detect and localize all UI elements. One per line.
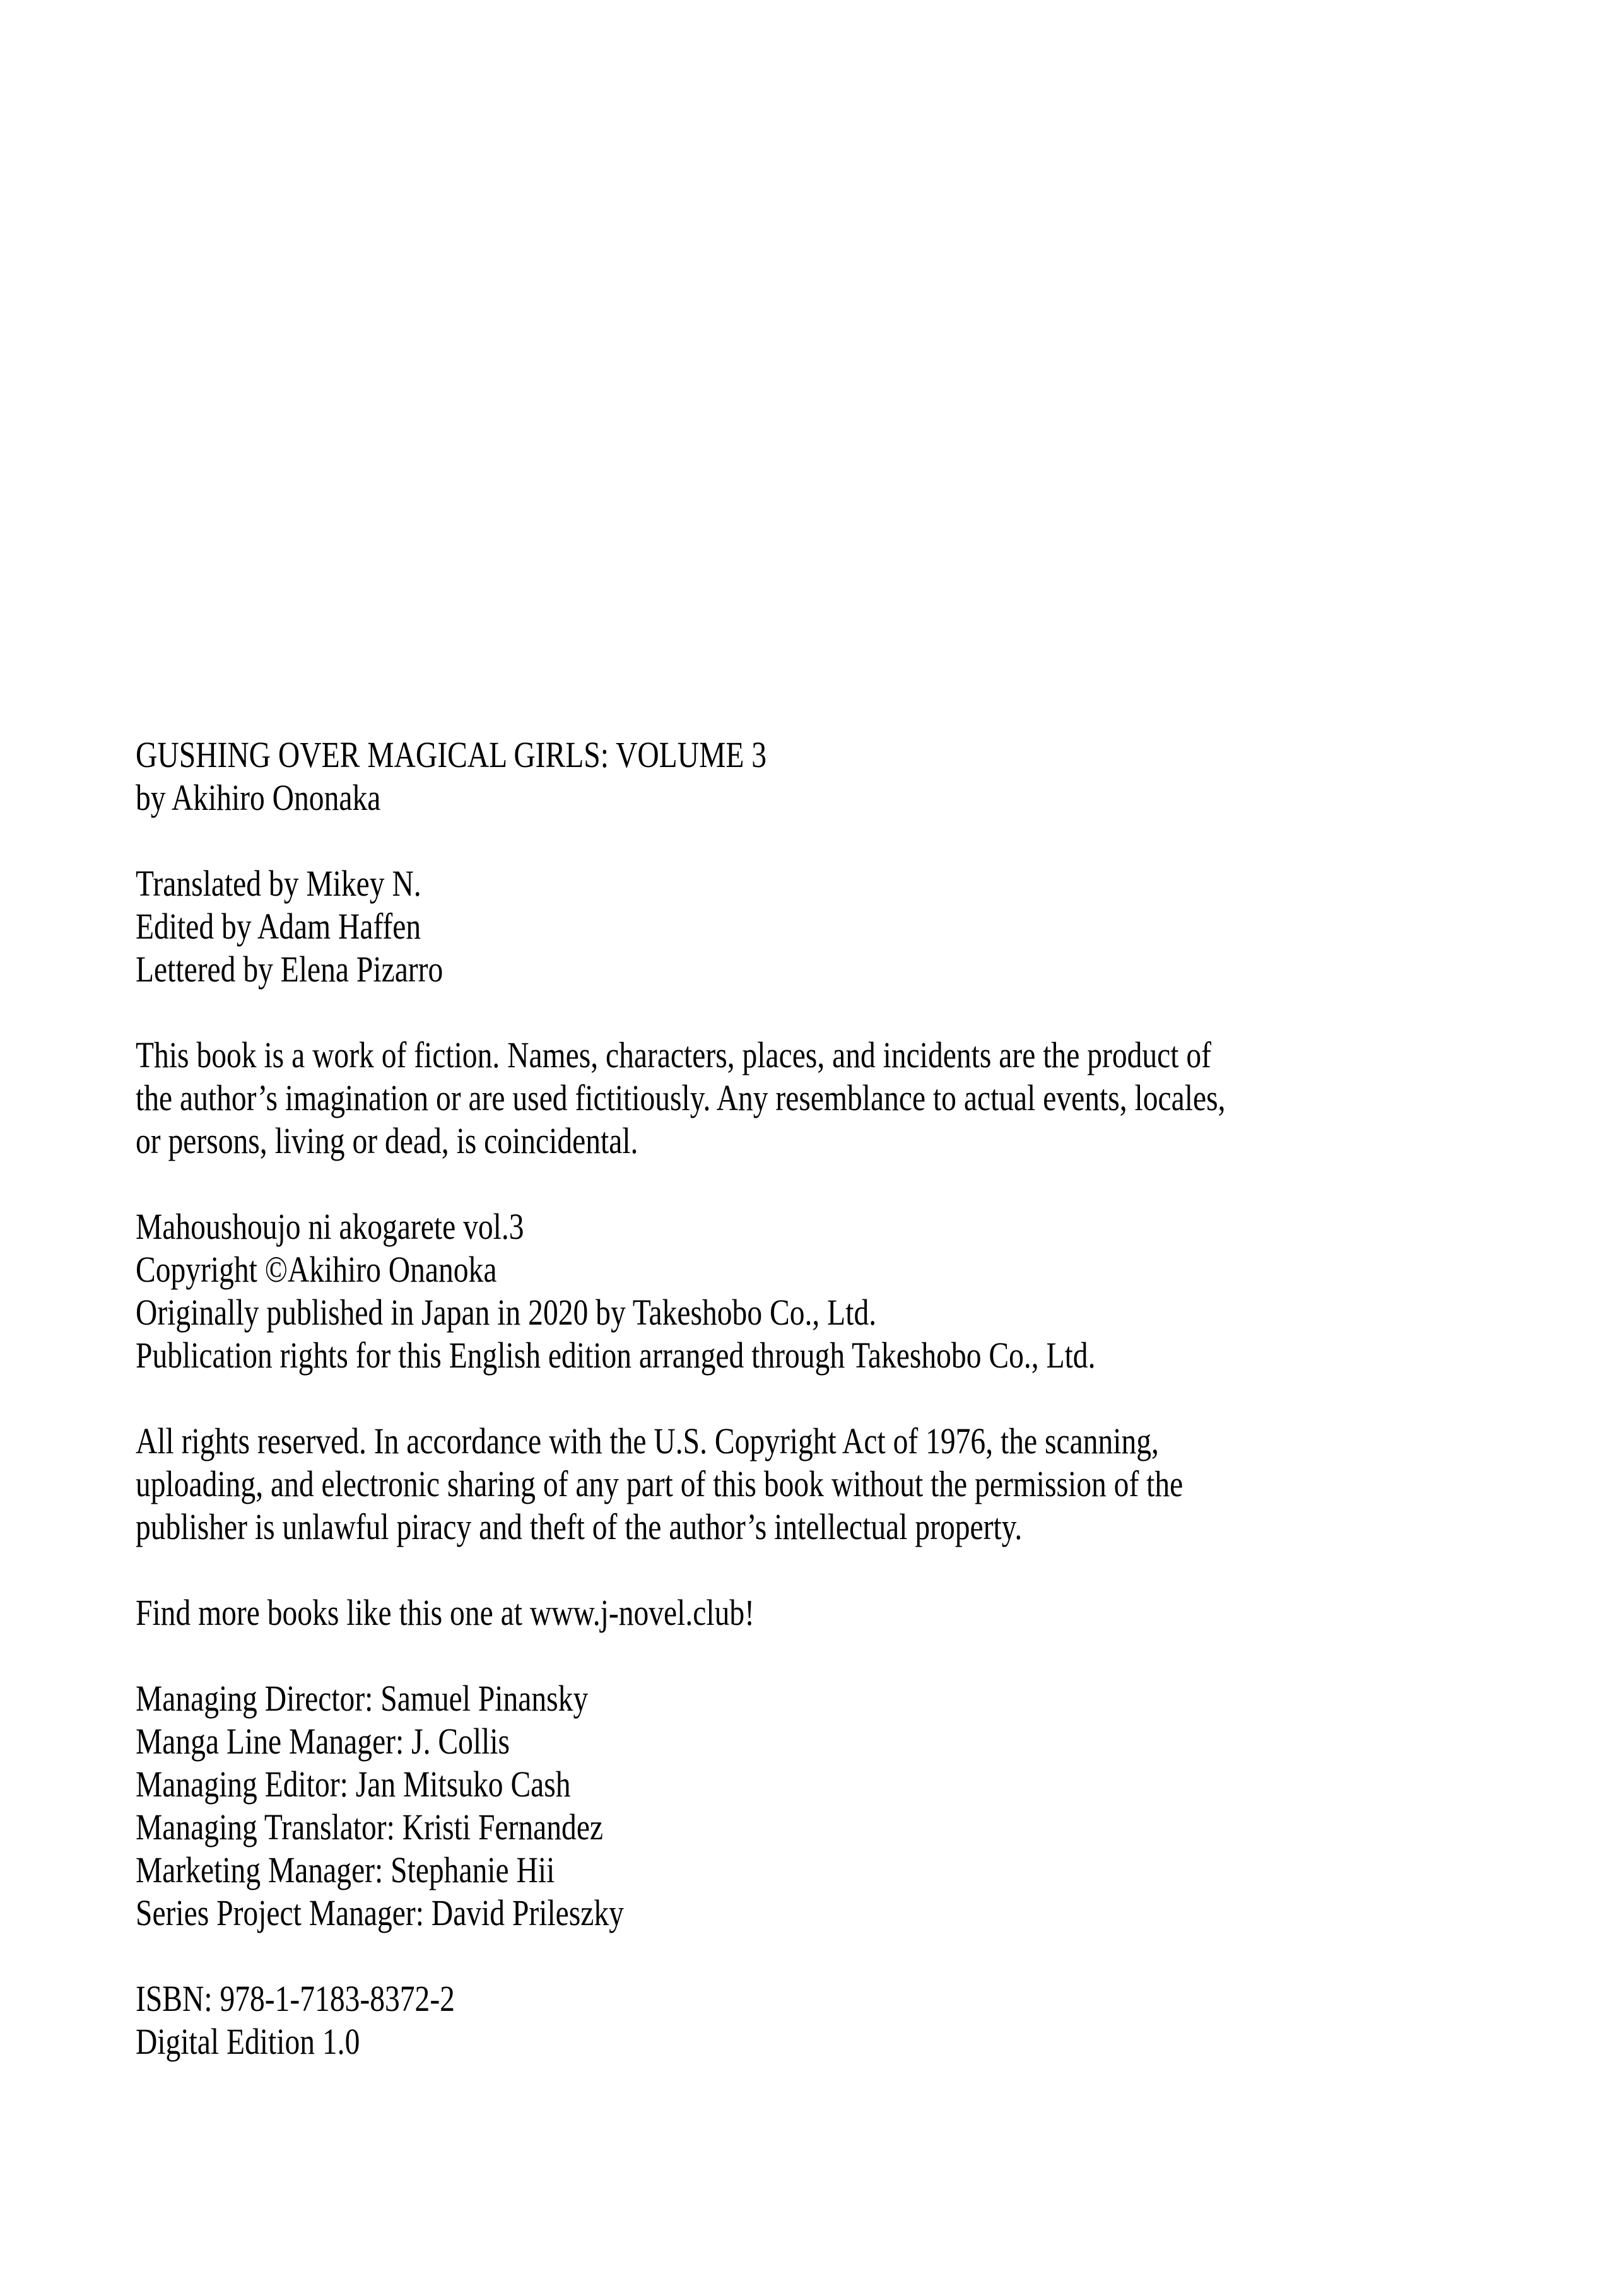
book-author: by Akihiro Ononaka — [136, 777, 381, 818]
edition-info — [136, 1977, 1434, 2063]
rights-notice-line: publisher is unlawful piracy and theft of the author’s intellectual property. — [136, 1506, 1023, 1547]
promo-line: Find more books like this one at www.j-novel.club! — [136, 1592, 755, 1633]
book-title: GUSHING OVER MAGICAL GIRLS: VOLUME 3 — [136, 734, 767, 775]
staff-credit-manga-line-manager: Manga Line Manager: J. Collis — [136, 1721, 510, 1762]
disclaimer-line: This book is a work of fiction. Names, characters, places, and incidents are the product of — [136, 1034, 1211, 1075]
rights-notice — [136, 1420, 1434, 1549]
original-publication-line: Originally published in Japan in 2020 by Takeshobo Co., Ltd. — [136, 1292, 877, 1333]
promo-block — [136, 1591, 1434, 1634]
production-credits — [136, 862, 1434, 991]
disclaimer-line: the author’s imagination or are used fictitiously. Any resemblance to actual events, locales, — [136, 1077, 1226, 1118]
staff-credit-marketing-manager: Marketing Manager: Stephanie Hii — [136, 1849, 555, 1890]
fiction-disclaimer — [136, 1034, 1434, 1163]
staff-credits — [136, 1677, 1434, 1935]
staff-credit-managing-translator: Managing Translator: Kristi Fernandez — [136, 1807, 604, 1848]
staff-credit-managing-editor: Managing Editor: Jan Mitsuko Cash — [136, 1764, 571, 1805]
title-block — [136, 734, 1434, 819]
editor-credit: Edited by Adam Haffen — [136, 906, 421, 947]
disclaimer-line: or persons, living or dead, is coincidental. — [136, 1120, 638, 1161]
colophon-page — [136, 734, 1434, 2063]
staff-credit-series-project-manager: Series Project Manager: David Prileszky — [136, 1892, 624, 1933]
isbn-line: ISBN: 978-1-7183-8372-2 — [136, 1978, 455, 2019]
copyright-line: Copyright ©Akihiro Onanoka — [136, 1249, 497, 1290]
digital-edition-line: Digital Edition 1.0 — [136, 2021, 360, 2062]
publication-rights-line: Publication rights for this English edition arranged through Takeshobo Co., Ltd. — [136, 1335, 1096, 1376]
copyright-block — [136, 1205, 1434, 1377]
rights-notice-line: All rights reserved. In accordance with the U.S. Copyright Act of 1976, the scanning, — [136, 1420, 1159, 1461]
staff-credit-managing-director: Managing Director: Samuel Pinansky — [136, 1678, 589, 1719]
letterer-credit: Lettered by Elena Pizarro — [136, 949, 443, 990]
rights-notice-line: uploading, and electronic sharing of any part of this book without the permission of the — [136, 1463, 1183, 1504]
original-title: Mahoushoujo ni akogarete vol.3 — [136, 1206, 524, 1247]
translator-credit: Translated by Mikey N. — [136, 863, 421, 904]
